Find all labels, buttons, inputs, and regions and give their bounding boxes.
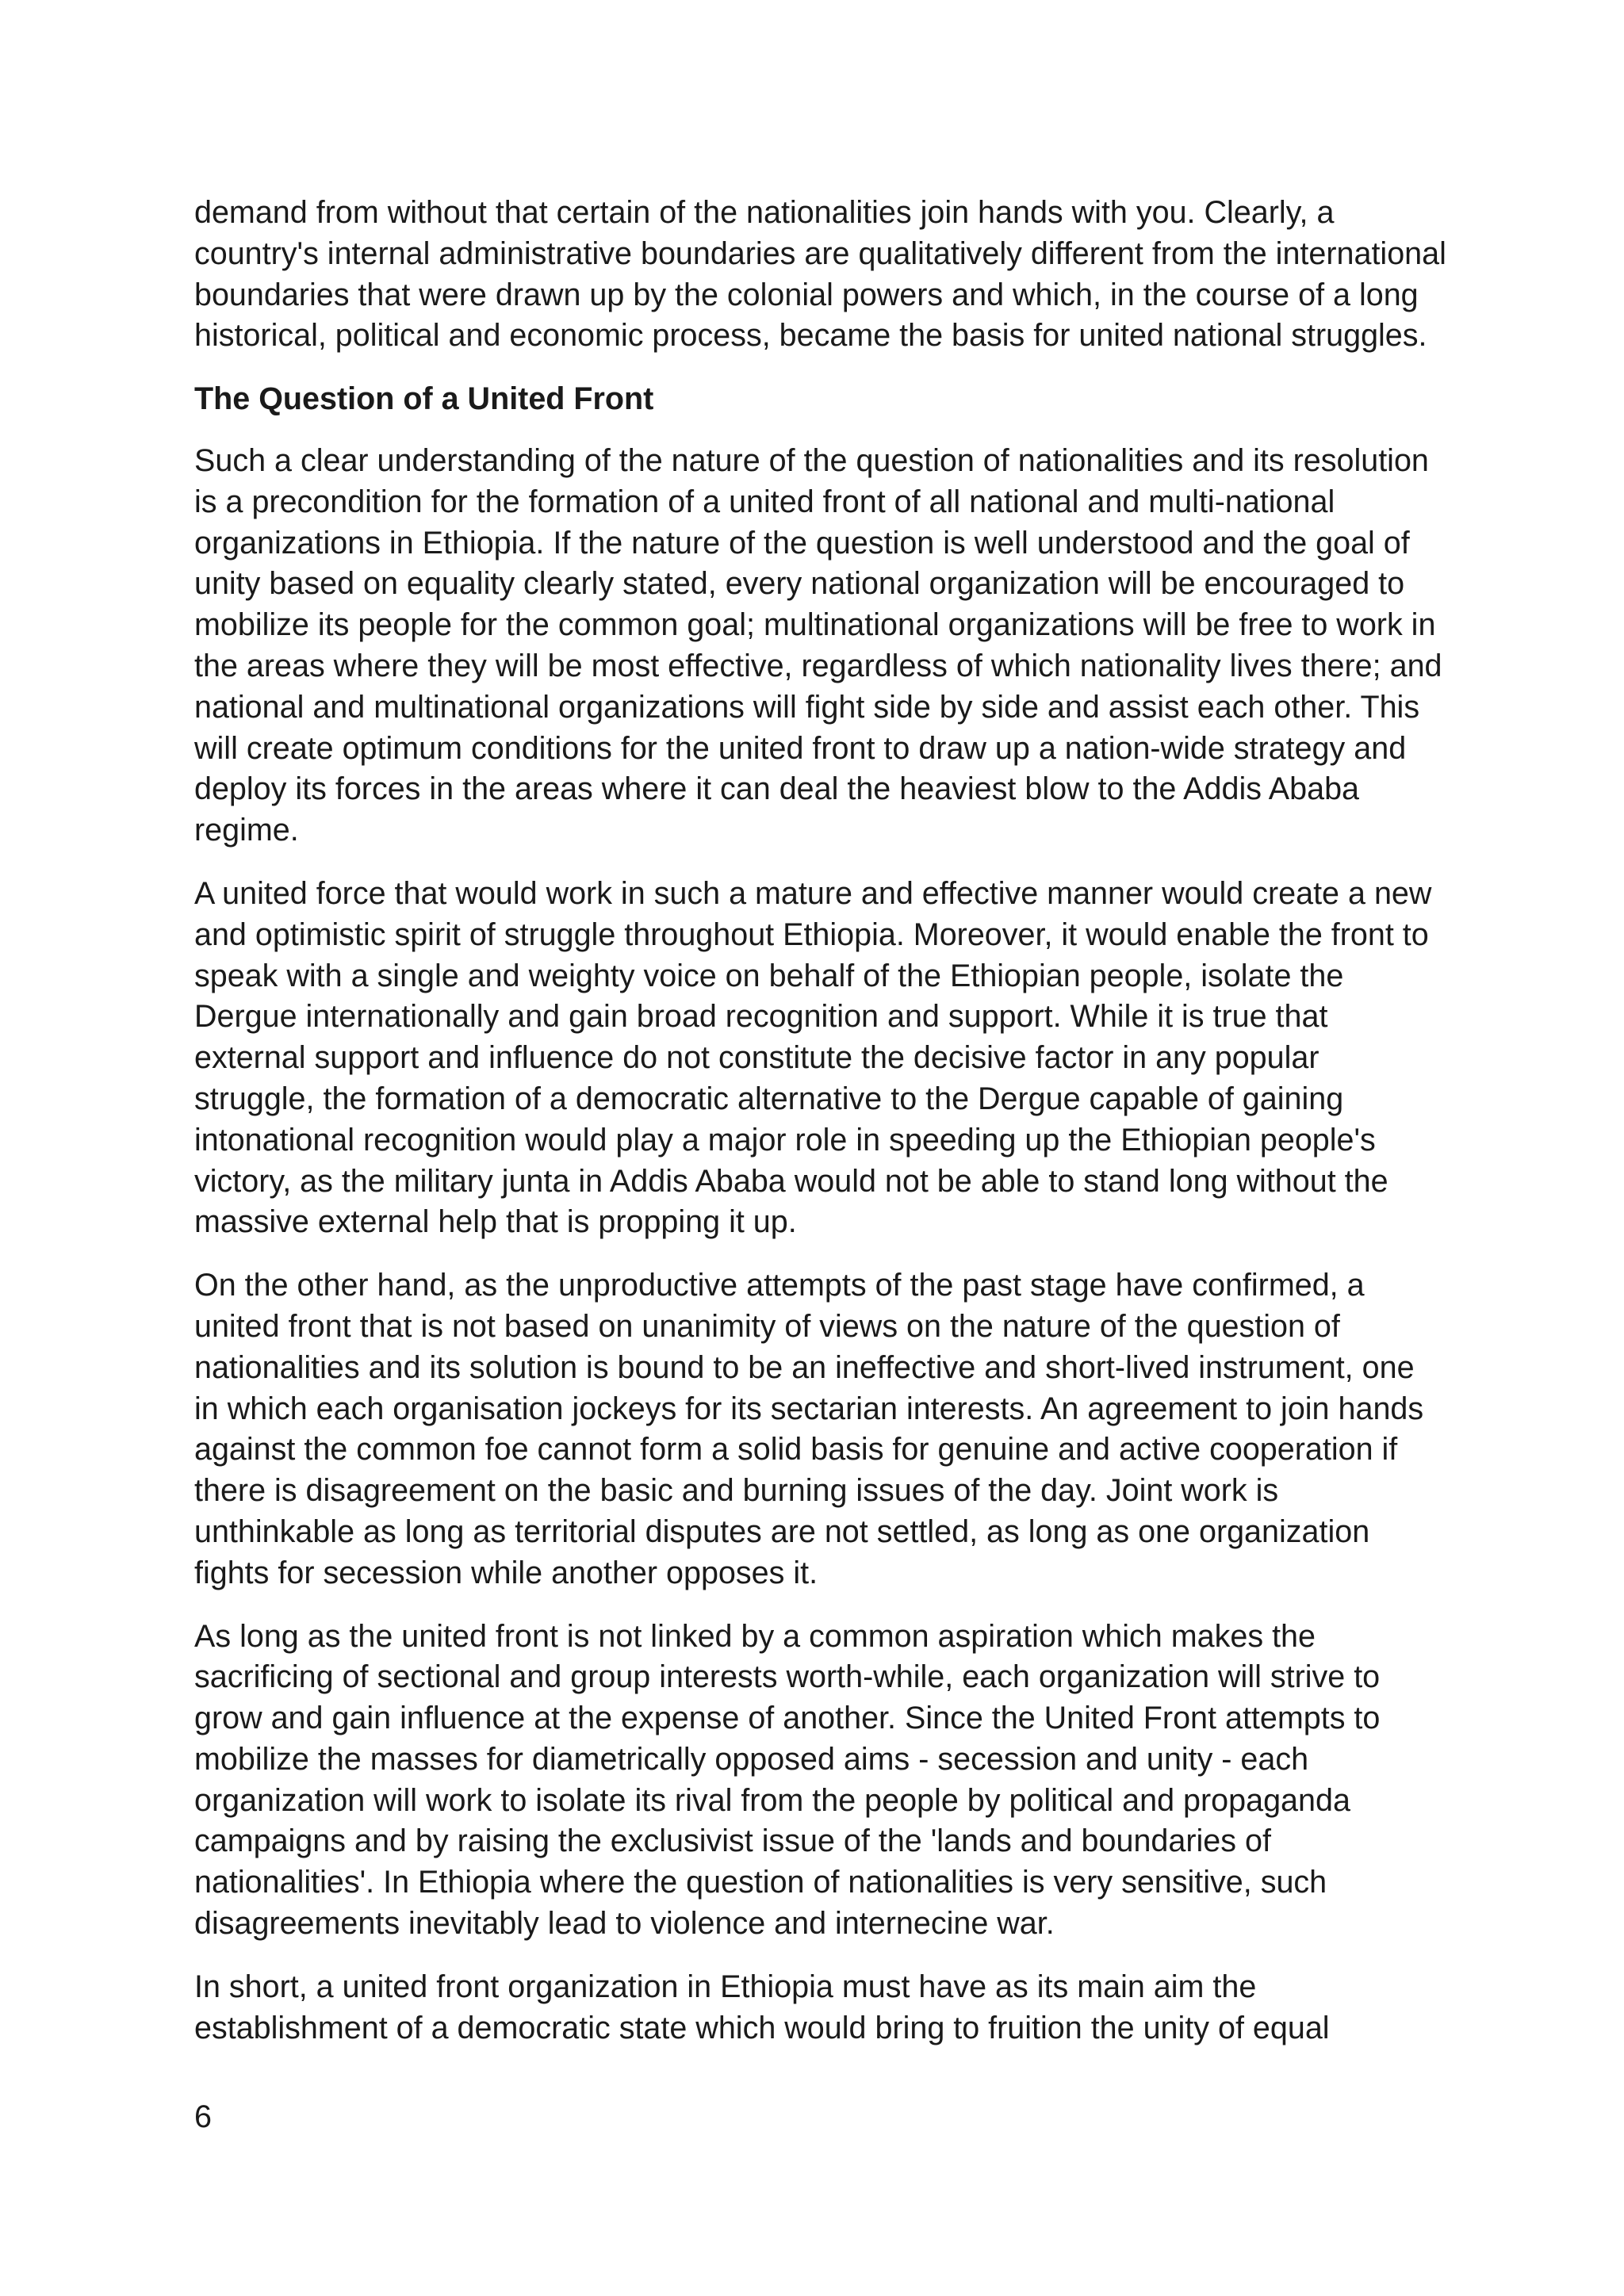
section-heading: The Question of a United Front	[194, 381, 654, 417]
body-paragraph-4: As long as the united front is not linked by a common aspiration which makes the sacrificing of sectional and group interests worth-while, each organization will strive to grow and gain influence at the expense of another. Since the United Front attempts to mobilize the masses for diametrically opposed aims - secession and unity - each organization will work to isolate its rival from the people by political and propaganda campaigns and by raising the exclusivist issue of the 'lands and boundaries of nationalities'. In Ethiopia where the question of nationalities is very sensitive, such disagreements inevitably lead to violence and internecine war.	[194, 1618, 1381, 1942]
intro-paragraph: demand from without that certain of the nationalities join hands with you. Clearly, a country's internal administrative boundaries are qualitatively different from the international boundaries that were drawn up by the colonial powers and which, in the course of a long historical, political and economic process, became the basis for united national struggles.	[194, 195, 1446, 354]
body-paragraph-3: On the other hand, as the unproductive attempts of the past stage have confirmed, a united front that is not based on unanimity of views on the nature of the question of nationalities and its solution is bound to be an ineffective and short-lived instrument, one in which each organisation jockeys for its sectarian interests. An agreement to join hands against the common foe cannot form a solid basis for genuine and active cooperation if there is disagreement on the basic and burning issues of the day. Joint work is unthinkable as long as territorial disputes are not settled, as long as one organization fights for secession while another opposes it.	[194, 1268, 1424, 1590]
body-paragraph-2: A united force that would work in such a mature and effective manner would create a new and optimistic spirit of struggle throughout Ethiopia. Moreover, it would enable the front to speak with a single and weighty voice on behalf of the Ethiopian people, isolate the Dergue internationally and gain broad recognition and support. While it is true that external support and influence do not constitute the decisive factor in any popular struggle, the formation of a democratic alternative to the Dergue capable of gaining intonational recognition would play a major role in speeding up the Ethiopian people's victory, as the military junta in Addis Ababa would not be able to stand long without the massive external help that is propping it up.	[194, 875, 1432, 1240]
body-paragraph-1: Such a clear understanding of the nature of the question of nationalities and its resolution is a precondition for the formation of a united front of all national and multi-national organizations in Ethiopia. If the nature of the question is well understood and the goal of unity based on equality clearly stated, every national organization will be encouraged to mobilize its people for the common goal; multinational organizations will be free to work in the areas where they will be most effective, regardless of which nationality lives there; and national and multinational organizations will fight side by side and assist each other. This will create optimum conditions for the united front to draw up a nation-wide strategy and deploy its forces in the areas where it can deal the heaviest blow to the Addis Ababa regime.	[194, 442, 1442, 848]
page-number: 6	[194, 2099, 212, 2134]
body-paragraph-5: In short, a united front organization in Ethiopia must have as its main aim the establishment of a democratic state which would bring to fruition the unity of equal	[194, 1969, 1330, 2045]
page-body	[194, 193, 1447, 2071]
